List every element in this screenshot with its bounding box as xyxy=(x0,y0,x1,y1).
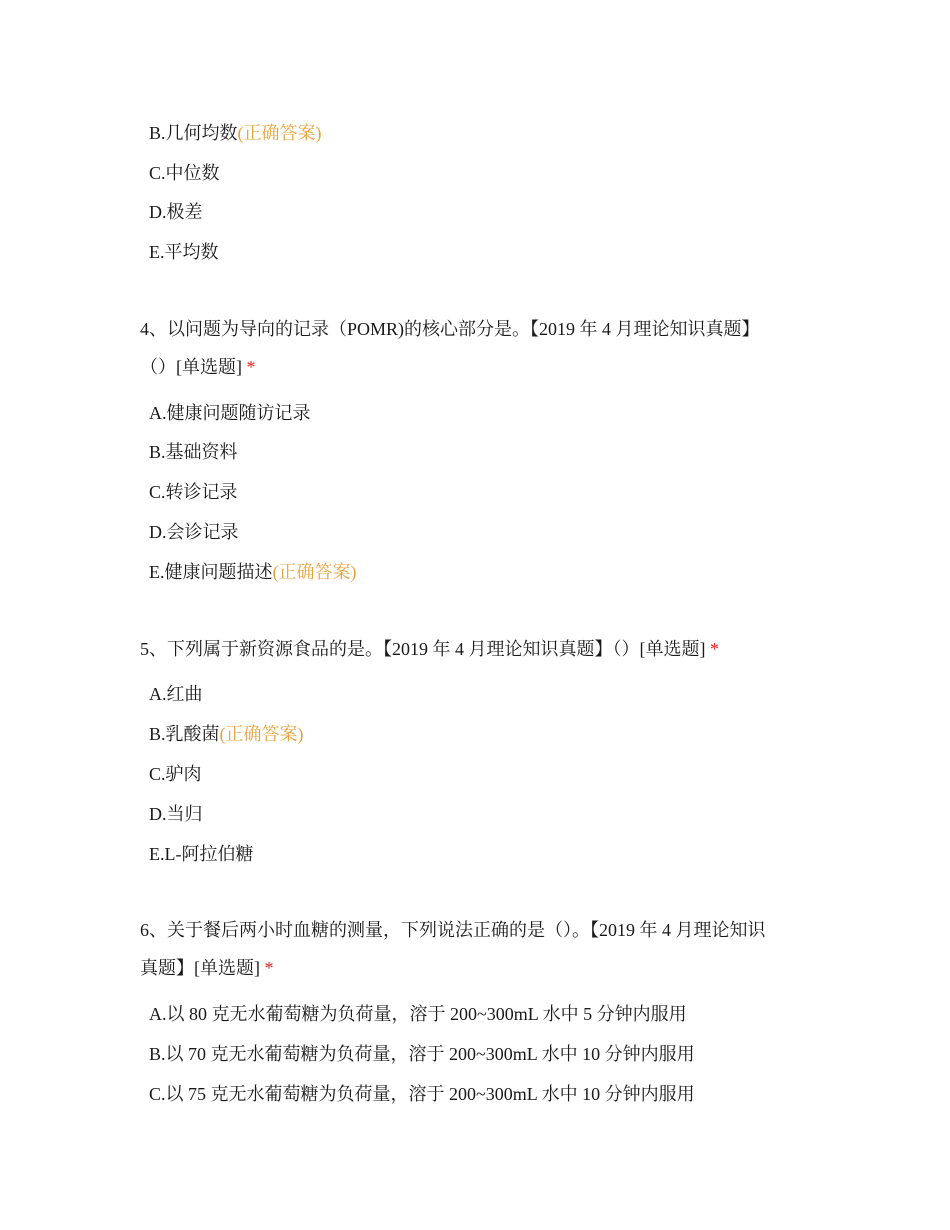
option-item: C.转诊记录 xyxy=(149,482,238,502)
question-4-line-2: （）[单选题] * xyxy=(140,357,256,377)
option-item: B.几何均数(正确答案) xyxy=(149,123,322,143)
question-6-text xyxy=(140,911,820,987)
option-item: E.L-阿拉伯糖 xyxy=(149,844,254,864)
option-item: D.当归 xyxy=(149,804,203,824)
option-item: E.健康问题描述(正确答案) xyxy=(149,562,357,582)
correct-answer-label: (正确答案) xyxy=(272,562,357,582)
option-item: A.以 80 克无水葡萄糖为负荷量，溶于 200~300mL 水中 5 分钟内服用 xyxy=(149,1004,687,1024)
question-4-line-1: 4、以问题为导向的记录（POMR)的核心部分是。【2019 年 4 月理论知识真题】 xyxy=(140,319,760,339)
option-item: C.中位数 xyxy=(149,163,220,183)
option-item: C.以 75 克无水葡萄糖为负荷量，溶于 200~300mL 水中 10 分钟内服用 xyxy=(149,1084,695,1104)
question-4-text xyxy=(140,310,820,386)
option-item: A.红曲 xyxy=(149,684,203,704)
option-item: B.乳酸菌(正确答案) xyxy=(149,724,304,744)
option-item: C.驴肉 xyxy=(149,764,202,784)
option-item: D.极差 xyxy=(149,202,203,222)
required-mark: * xyxy=(264,958,274,978)
question-6-line-1: 6、关于餐后两小时血糖的测量，下列说法正确的是（）。【2019 年 4 月理论知识 xyxy=(140,920,766,940)
required-mark: * xyxy=(246,357,256,377)
option-item: D.会诊记录 xyxy=(149,522,239,542)
option-item: E.平均数 xyxy=(149,242,219,262)
option-item: B.基础资料 xyxy=(149,442,238,462)
question-5-line-1: 5、下列属于新资源食品的是。【2019 年 4 月理论知识真题】（）[单选题] * xyxy=(140,639,719,659)
question-6-line-2: 真题】[单选题] * xyxy=(140,958,274,978)
option-item: B.以 70 克无水葡萄糖为负荷量，溶于 200~300mL 水中 10 分钟内服用 xyxy=(149,1044,695,1064)
correct-answer-label: (正确答案) xyxy=(219,724,304,744)
question-5-text xyxy=(140,630,820,668)
correct-answer-label: (正确答案) xyxy=(237,123,322,143)
option-item: A.健康问题随访记录 xyxy=(149,403,311,423)
required-mark: * xyxy=(710,639,719,659)
